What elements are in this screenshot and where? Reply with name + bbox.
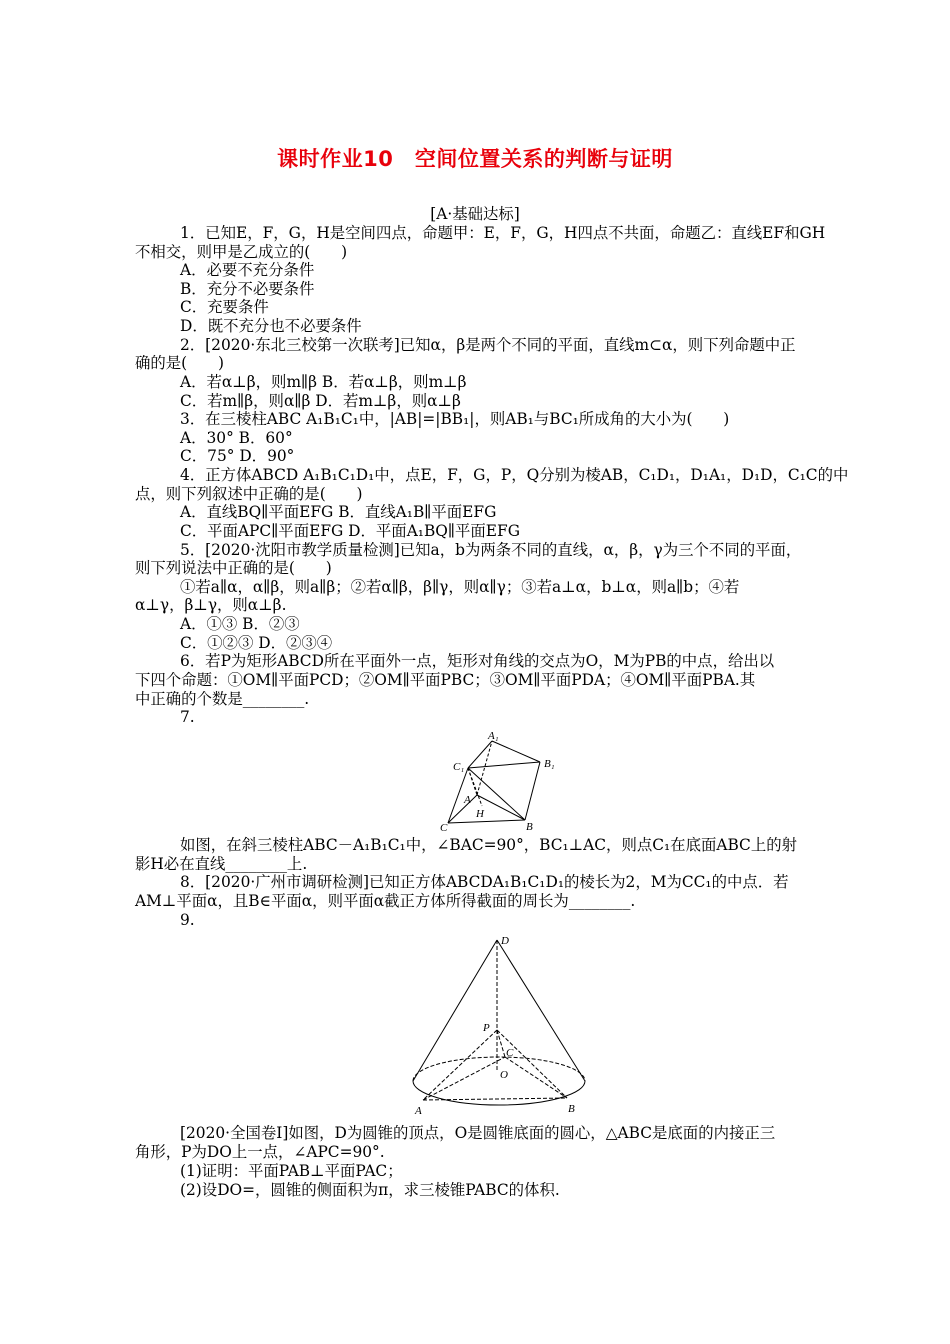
edge-C-B xyxy=(448,820,525,823)
text-line: 1．已知E，F，G，H是空间四点，命题甲：E，F，G，H四点不共面，命题乙：直线EF和GH xyxy=(180,224,826,242)
text-line: 7. xyxy=(180,708,195,727)
text-line: 9. xyxy=(180,910,195,929)
label-B1: B₁ xyxy=(544,758,555,770)
prism-figure xyxy=(440,728,580,833)
text-line: C．若m∥β，则α∥β D．若m⊥β，则α⊥β xyxy=(180,391,461,410)
text-line: AM⊥平面α，且B∈平面α，则平面α截正方体所得截面的周长为________. xyxy=(135,892,636,911)
label-C: C xyxy=(506,1047,514,1059)
text-line: 6．若P为矩形ABCD所在平面外一点，矩形对角线的交点为O，M为PB的中点，给出以 xyxy=(180,652,775,671)
label-B: B xyxy=(526,821,533,833)
text-line: 2．[2020·东北三校第一次联考]已知α，β是两个不同的平面，直线m⊂α，则下列命题中正 xyxy=(180,335,796,354)
text-line: 8．[2020·广州市调研检测]已知正方体ABCDA₁B₁C₁D₁的棱长为2，M为CC₁的中点．若 xyxy=(180,873,789,892)
label-C: C xyxy=(440,822,448,833)
label-H: H xyxy=(476,808,484,820)
seg-A-C xyxy=(423,1057,505,1100)
text-line: 影H必在直线________上. xyxy=(135,854,308,873)
text-line: 角形，P为DO上一点，∠APC=90°. xyxy=(135,1143,385,1161)
text-line: 5．[2020·沈阳市教学质量检测]已知a，b为两条不同的直线，α，β，γ为三个不同的平面， xyxy=(180,540,802,559)
text-line: C．充要条件 xyxy=(180,298,269,317)
text-line: C．①②③ D．②③④ xyxy=(180,633,333,652)
text-line: A．直线BQ∥平面EFG B．直线A₁B∥平面EFG xyxy=(180,503,497,522)
edge-B1-B xyxy=(525,762,540,820)
seg-A-B xyxy=(423,1098,567,1100)
text-line: 点，则下列叙述中正确的是( ) xyxy=(135,484,363,503)
text-line: 如图，在斜三棱柱ABC－A₁B₁C₁中，∠BAC=90°，BC₁⊥AC，则点C₁在底面ABC上的射 xyxy=(180,836,798,854)
cone-figure xyxy=(405,930,595,1120)
text-line: 下四个命题：①OM∥平面PCD；②OM∥平面PBC；③OM∥平面PDA；④OM∥平面PBA.其 xyxy=(135,670,756,689)
text-line: C．平面APC∥平面EFG D．平面A₁BQ∥平面EFG xyxy=(180,521,521,540)
text-line: 3．在三棱柱ABC A₁B₁C₁中，|AB|=|BB₁|，则AB₁与BC₁所成角的大小为( ) xyxy=(180,410,730,429)
label-D: D xyxy=(501,935,509,947)
text-line: 4．正方体ABCD A₁B₁C₁D₁中，点E，F，G，P，Q分别为棱AB，C₁D₁，D₁A₁，D₁D，C₁C的中 xyxy=(180,466,849,485)
label-C1: C₁ xyxy=(453,761,465,773)
text-line: A．30° B．60° xyxy=(180,428,293,447)
text-line: A．①③ B．②③ xyxy=(180,615,300,634)
edge-C-A xyxy=(448,795,477,823)
text-line: D．既不充分也不必要条件 xyxy=(180,317,362,336)
text-line: (2)设DO=，圆锥的侧面积为π，求三棱锥PABC的体积. xyxy=(180,1181,560,1199)
edge-A1-B1 xyxy=(492,741,540,762)
label-O: O xyxy=(500,1069,508,1081)
text-line: A．若α⊥β，则m∥β B．若α⊥β，则m⊥β xyxy=(180,372,467,391)
text-line: A．必要不充分条件 xyxy=(180,261,315,280)
edge-C1-B1 xyxy=(468,762,540,768)
text-line: 中正确的个数是________. xyxy=(135,689,310,708)
text-line: 确的是( ) xyxy=(135,354,224,373)
text-line: C．75° D．90° xyxy=(180,447,295,466)
label-A: A xyxy=(415,1105,422,1117)
seg-P-C xyxy=(497,1030,505,1057)
text-line: [2020·全国卷Ⅰ]如图，D为圆锥的顶点，O是圆锥底面的圆心，△ABC是底面的内接正三 xyxy=(180,1124,776,1142)
text-line: B．充分不必要条件 xyxy=(180,279,315,298)
section-heading: [A·基础达标] xyxy=(430,205,520,223)
label-A: A xyxy=(464,794,471,806)
text-line: (1)证明：平面PAB⊥平面PAC； xyxy=(180,1162,403,1180)
seg-P-B xyxy=(497,1030,567,1098)
label-A1: A₁ xyxy=(488,730,499,742)
text-line: ①若a∥α，α∥β，则a∥β；②若α∥β，β∥γ，则α∥γ；③若a⊥α，b⊥α，则a∥b；④若 xyxy=(180,577,740,596)
page-title: 课时作业10 空间位置关系的判断与证明 xyxy=(277,147,673,171)
text-line: α⊥γ，β⊥γ，则α⊥β. xyxy=(135,596,287,615)
text-line: 不相交，则甲是乙成立的( ) xyxy=(135,242,348,261)
text-line: 则下列说法中正确的是( ) xyxy=(135,559,332,578)
label-B: B xyxy=(568,1103,575,1115)
slant-left xyxy=(413,940,497,1081)
label-P: P xyxy=(483,1022,490,1034)
